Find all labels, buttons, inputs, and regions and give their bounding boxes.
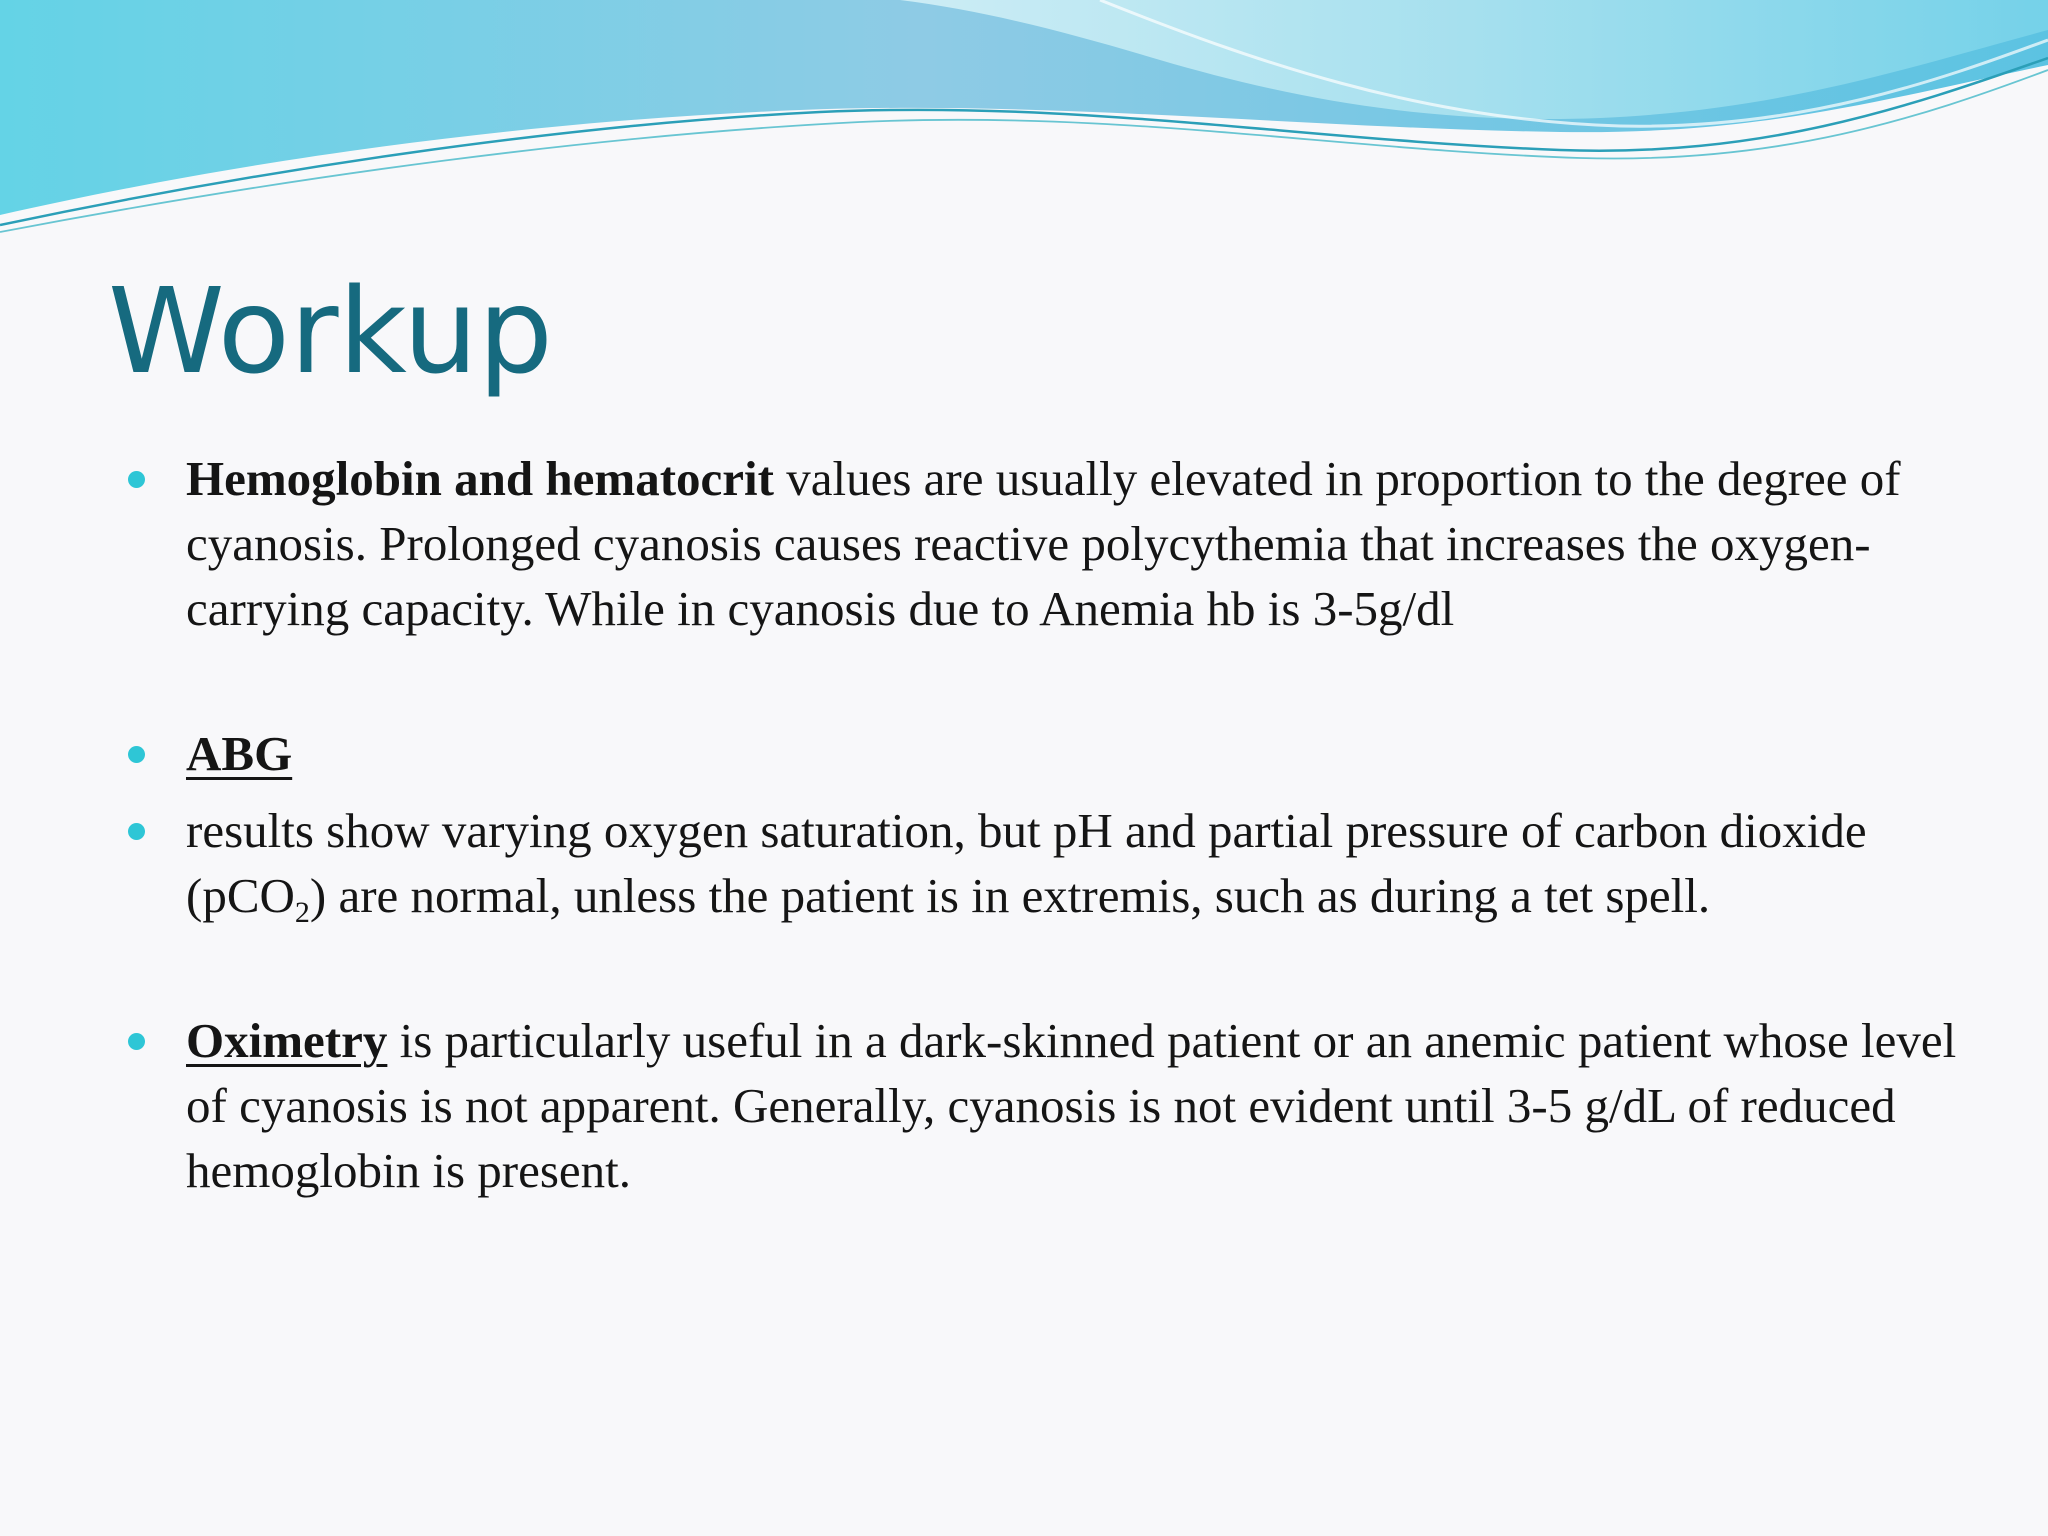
bullet-list bbox=[126, 446, 1966, 1203]
slide-title: Workup bbox=[108, 262, 553, 400]
bullet-body-text: results show varying oxygen saturation, but pH and partial pressure of carbon dioxide (pCO bbox=[186, 803, 1867, 923]
bullet-dot-icon bbox=[128, 823, 145, 840]
bullet-lead-text: Hemoglobin and hematocrit bbox=[186, 451, 774, 506]
bullet-dot-icon bbox=[128, 746, 145, 763]
bullet-dot-icon bbox=[128, 1033, 145, 1050]
bullet-item-hemoglobin bbox=[126, 446, 1966, 641]
header-wave-decoration bbox=[0, 0, 2048, 240]
bullet-item-oximetry bbox=[126, 1008, 1966, 1203]
bullet-lead-text: ABG bbox=[186, 726, 293, 781]
bullet-lead-text: Oximetry bbox=[186, 1013, 388, 1068]
bullet-body-text-continued: ) are normal, unless the patient is in extremis, such as during a tet spell. bbox=[309, 868, 1711, 923]
bullet-body-text: is particularly useful in a dark-skinned patient or an anemic patient whose level of cyanosis is not apparent. Generally, cyanosis is not evident until 3-5 g/dL of reduced hemoglobin is present. bbox=[186, 1013, 1957, 1198]
bullet-dot-icon bbox=[128, 471, 145, 488]
bullet-item-abg-results bbox=[126, 798, 1966, 928]
bullet-body-text: values are usually elevated in proportion to the degree of cyanosis. Prolonged cyanosis causes reactive polycythemia that increases the oxygen-carrying capacity. While in cyanosis due to Anemia hb is 3-5g/dl bbox=[186, 451, 1901, 636]
bullet-item-abg bbox=[126, 721, 1966, 786]
subscript-text: 2 bbox=[294, 896, 310, 929]
